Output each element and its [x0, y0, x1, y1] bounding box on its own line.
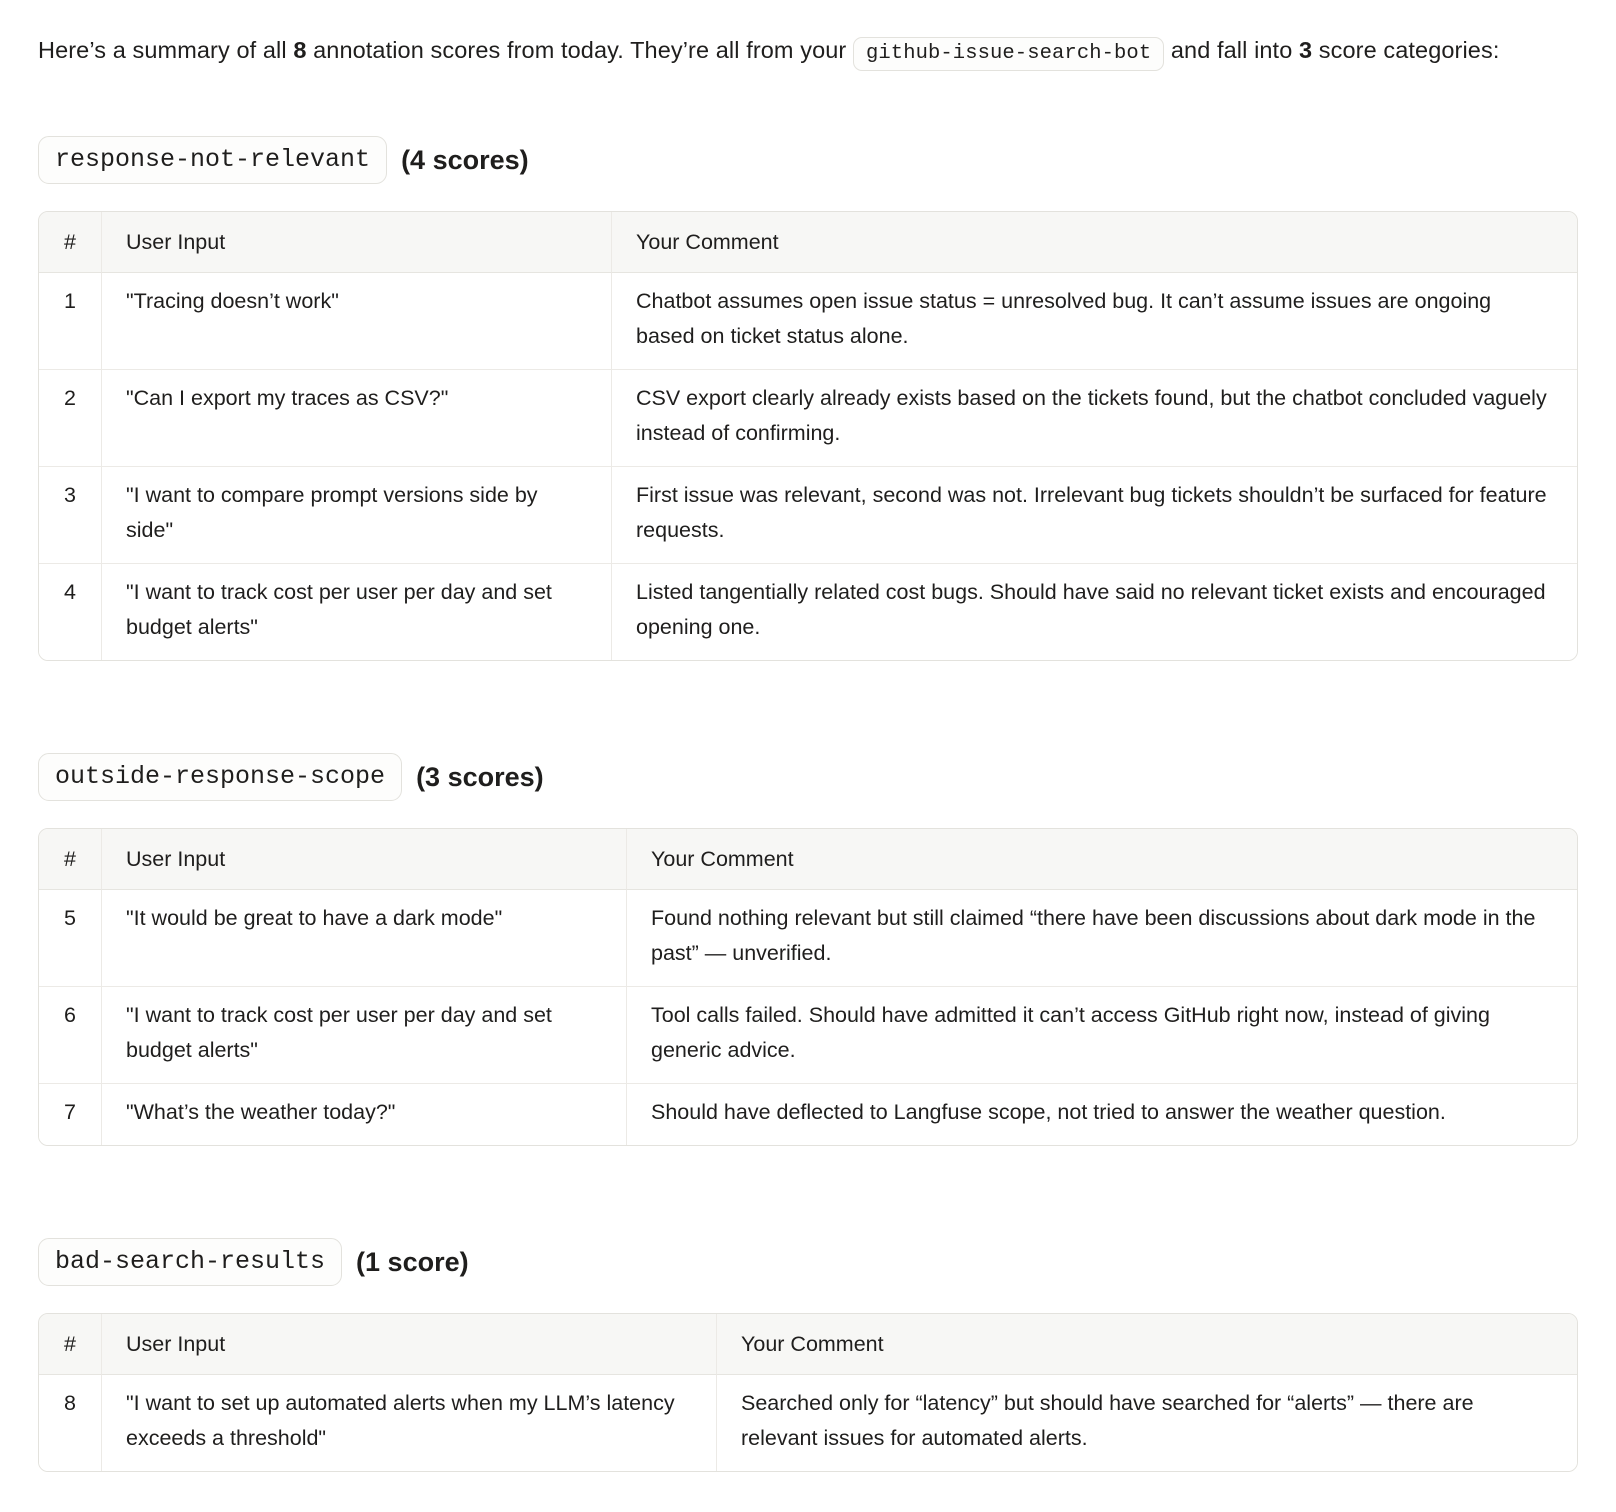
scores-table — [39, 829, 1577, 1145]
table-header-row — [39, 212, 1577, 273]
section-bad-search-results — [38, 1238, 1578, 1472]
intro-text-4: score categories: — [1312, 37, 1500, 63]
row-number: 8 — [39, 1375, 101, 1471]
table-row — [39, 1083, 1577, 1145]
table-row — [39, 1375, 1577, 1471]
comment-cell: Listed tangentially related cost bugs. Should have said no relevant ticket exists and encouraged opening one. — [611, 563, 1577, 660]
table-row — [39, 273, 1577, 369]
row-number: 3 — [39, 466, 101, 563]
scores-table — [39, 212, 1577, 660]
user-input-cell: "I want to track cost per user per day and set budget alerts" — [101, 986, 626, 1083]
score-count-label: (4 scores) — [401, 144, 529, 175]
table-row — [39, 890, 1577, 986]
column-header-num: # — [39, 212, 101, 273]
table-row — [39, 369, 1577, 466]
bot-name-code: github-issue-search-bot — [853, 37, 1164, 71]
user-input-cell: "It would be great to have a dark mode" — [101, 890, 626, 986]
user-input-cell: "I want to set up automated alerts when my LLM’s latency exceeds a threshold" — [101, 1375, 716, 1471]
category-count: 3 — [1299, 37, 1313, 63]
table-header-row — [39, 1314, 1577, 1375]
intro-text-2: annotation scores from today. They’re all from your — [306, 37, 853, 63]
scores-table — [39, 1314, 1577, 1471]
column-header-comment: Your Comment — [611, 212, 1577, 273]
column-header-comment: Your Comment — [626, 829, 1577, 890]
scores-table-wrapper — [38, 1313, 1578, 1472]
row-number: 1 — [39, 273, 101, 369]
row-number: 4 — [39, 563, 101, 660]
column-header-num: # — [39, 1314, 101, 1375]
scores-table-wrapper — [38, 828, 1578, 1146]
section-heading — [38, 136, 1578, 184]
table-row — [39, 563, 1577, 660]
row-number: 2 — [39, 369, 101, 466]
row-number: 5 — [39, 890, 101, 986]
row-number: 7 — [39, 1083, 101, 1145]
comment-cell: Searched only for “latency” but should have searched for “alerts” — there are relevant issues for automated alerts. — [716, 1375, 1577, 1471]
user-input-cell: "What’s the weather today?" — [101, 1083, 626, 1145]
user-input-cell: "Tracing doesn’t work" — [101, 273, 611, 369]
user-input-cell: "I want to track cost per user per day and set budget alerts" — [101, 563, 611, 660]
comment-cell: Chatbot assumes open issue status = unresolved bug. It can’t assume issues are ongoing based on ticket status alone. — [611, 273, 1577, 369]
table-row — [39, 466, 1577, 563]
comment-cell: Found nothing relevant but still claimed “there have been discussions about dark mode in the past” — unverified. — [626, 890, 1577, 986]
section-outside-response-scope — [38, 753, 1578, 1146]
score-count-label: (1 score) — [356, 1246, 469, 1277]
intro-text-3: and fall into — [1164, 37, 1299, 63]
section-heading — [38, 753, 1578, 801]
section-heading — [38, 1238, 1578, 1286]
total-score-count: 8 — [293, 37, 307, 63]
score-category-code: outside-response-scope — [38, 753, 402, 801]
comment-cell: First issue was relevant, second was not. Irrelevant bug tickets shouldn’t be surfaced for feature requests. — [611, 466, 1577, 563]
comment-cell: Should have deflected to Langfuse scope, not tried to answer the weather question. — [626, 1083, 1577, 1145]
comment-cell: CSV export clearly already exists based on the tickets found, but the chatbot concluded vaguely instead of confirming. — [611, 369, 1577, 466]
score-count-label: (3 scores) — [416, 761, 544, 792]
table-row — [39, 986, 1577, 1083]
intro-text-1: Here’s a summary of all — [38, 37, 294, 63]
user-input-cell: "I want to compare prompt versions side by side" — [101, 466, 611, 563]
column-header-comment: Your Comment — [716, 1314, 1577, 1375]
column-header-user-input: User Input — [101, 1314, 716, 1375]
score-category-code: response-not-relevant — [38, 136, 387, 184]
user-input-cell: "Can I export my traces as CSV?" — [101, 369, 611, 466]
intro-paragraph — [38, 26, 1578, 78]
scores-table-wrapper — [38, 211, 1578, 661]
column-header-num: # — [39, 829, 101, 890]
column-header-user-input: User Input — [101, 212, 611, 273]
section-response-not-relevant — [38, 136, 1578, 661]
table-header-row — [39, 829, 1577, 890]
score-category-code: bad-search-results — [38, 1238, 342, 1286]
row-number: 6 — [39, 986, 101, 1083]
column-header-user-input: User Input — [101, 829, 626, 890]
comment-cell: Tool calls failed. Should have admitted it can’t access GitHub right now, instead of giving generic advice. — [626, 986, 1577, 1083]
